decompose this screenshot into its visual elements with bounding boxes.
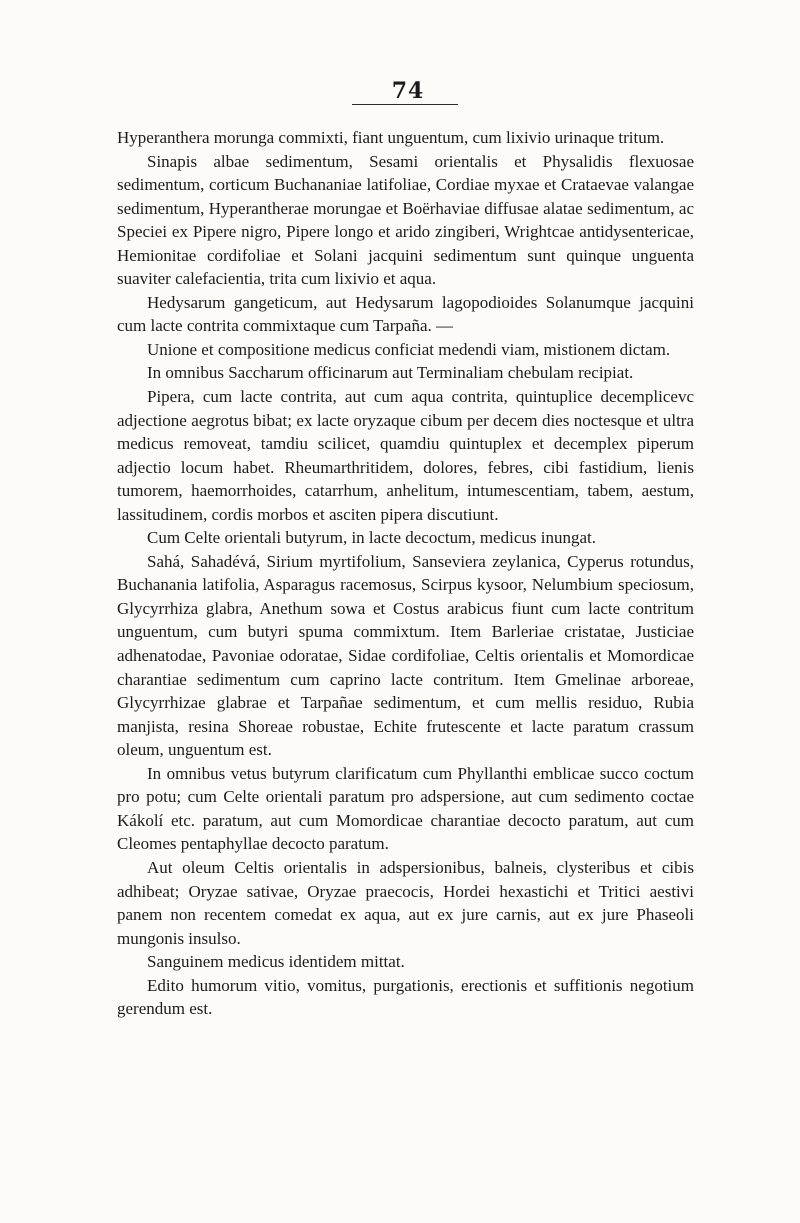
page-number: 74 (391, 78, 425, 104)
page-header (356, 78, 460, 104)
paragraph: Sahá, Sahadévá, Sirium myrtifolium, Sanseviera zeylanica, Cyperus rotundus, Buchanania latifolia, Asparagus racemosus, Scirpus kysoor, Nelumbium speciosum, Glycyrrhiza glabra, Anethum sowa et Costus arabicus fiunt cum lacte contritum unguentum, cum butyri spuma commixtum. Item Barleriae cristatae, Justiciae adhenatodae, Pavoniae odoratae, Sidae cordifoliae, Celtis orientalis et Momordicae charantiae sedimentum cum caprino lacte contritum. Item Gmelinae arboreae, Glycyrrhizae glabrae et Tarpañae sedimentum, et cum mellis residuo, Rubia manjista, resina Shoreae robustae, Echite frutescente et lacte paratum crassum oleum, unguentum est. (117, 551, 694, 760)
header-rule (352, 104, 458, 105)
paragraph: In omnibus vetus butyrum clarificatum cum Phyllanthi emblicae succo coctum pro potu; cum Celte orientali paratum pro adspersione, aut cum sedimento coctae Kákolí etc. paratum, aut cum Momordicae charantiae decocto paratum, aut cum Cleomes pentaphyllae decocto paratum. (117, 763, 694, 854)
paragraph: Hyperanthera morunga commixti, fiant unguentum, cum lixivio urinaque tritum. (117, 128, 665, 147)
paragraph: Hedysarum gangeticum, aut Hedysarum lagopodioides Solanumque jacquini cum lacte contrita commixtaque cum Tarpaña. — (117, 292, 694, 336)
paragraph: In omnibus Saccharum officinarum aut Terminaliam chebulam recipiat. (147, 363, 634, 383)
paragraph: Aut oleum Celtis orientalis in adspersionibus, balneis, clysteribus et cibis adhibeat; Oryzae sativae, Oryzae praecocis, Hordei hexastichi et Tritici aestivi panem non recentem comedat ex aqua, aut ex jure carnis, aut ex jure Phaseoli mungonis insulso. (117, 857, 694, 948)
paragraph: Pipera, cum lacte contrita, aut cum aqua contrita, quintuplice decemplicevc adjectione aegrotus bibat; ex lacte oryzaque cibum per decem dies noctesque et ultra medicus removeat, tamdiu scilicet, quamdiu quintuplex et decemplex piperum adjectio locum habet. Rheumarthritidem, dolores, febres, cibi fastidium, lienis tumorem, haemorrhoides, catarrhum, anhelitum, intumescentiam, tabem, aestum, lassitudinem, cordis morbos et asciten pipera discutiunt. (117, 387, 694, 524)
paragraph: Sinapis albae sedimentum, Sesami orientalis et Physalidis flexuosae sedimentum, corticum Buchananiae latifoliae, Cordiae myxae et Crataevae valangae sedimentum, Hyperantherae morungae et Boërhaviae diffusae alatae sedimentum, ac Speciei ex Pipere nigro, Pipere longo et arido zingiberi, Wrightcae antidysentericae, Hemionitae cordifoliae et Solani jacquini sedimentum sunt quinque unguenta suaviter calefacientia, trita cum lixivio et aqua. (117, 151, 694, 289)
paragraph: Unione et compositione medicus conficiat medendi viam, mistionem dictam. (147, 339, 671, 359)
paragraph: Edito humorum vitio, vomitus, purgationis, erectionis et suffitionis negotium gerendum est. (117, 975, 694, 1019)
paragraph: Cum Celte orientali butyrum, in lacte decoctum, medicus inungat. (147, 528, 596, 548)
body-text (117, 126, 694, 1021)
paragraph: Sanguinem medicus identidem mittat. (147, 952, 405, 972)
